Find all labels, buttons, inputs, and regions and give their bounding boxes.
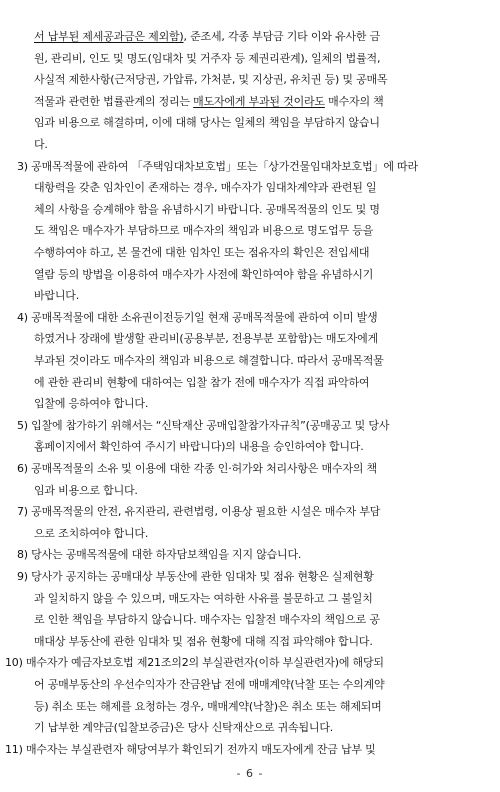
item-7-line-1: 7) 공매목적물의 안전, 유지관리, 관련법령, 이용상 필요한 시설은 매수자 부담 bbox=[17, 505, 381, 519]
item-3-line-5: 수행하여야 하고, 본 물건에 대한 임차인 또는 점유자의 확인은 전입세대 bbox=[34, 246, 370, 259]
item-3-line-3: 체의 사항을 승계해야 함을 유념하시기 바랍니다. 공매목적물의 인도 및 명 bbox=[34, 202, 380, 216]
text-line-6: 다. bbox=[34, 138, 48, 151]
item-4-line-1: 4) 공매목적물에 대한 소유권이전등기일 현재 공매목적물에 관하여 이미 발생 bbox=[17, 310, 378, 324]
item-5-line-1: 5) 입찰에 참가하기 위해서는 “신탁재산 공매입찰참가자규칙”(공매공고 및 당사 bbox=[17, 418, 390, 432]
item-9-line-2: 과 일치하지 않을 수 있으며, 매도자는 여하한 사유를 불문하고 그 불일치 bbox=[34, 591, 373, 605]
underlined-text-2: 매도자에게 부과된 것이라도 bbox=[193, 94, 325, 108]
item-8-line-1: 8) 당사는 공매목적물에 대한 하자담보책임을 지지 않습니다. bbox=[17, 548, 302, 562]
item-9-line-3: 로 인한 책임을 부담하지 않습니다. 매수자는 입찰전 매수자의 책임으로 공 bbox=[34, 613, 380, 627]
item-10-line-3: 등) 취소 또는 해제를 요청하는 경우, 매매계약(낙찰)은 취소 또는 해제되며 bbox=[34, 699, 382, 713]
item-3-line-7: 바랍니다. bbox=[34, 289, 80, 303]
item-3-line-1: 3) 공매목적물에 관하여 「주택임대차보호법」또는「상가건물임대차보호법」에 따라 bbox=[17, 159, 418, 173]
item-4-line-4: 에 관한 관리비 현황에 대하여는 입찰 참가 전에 매수자가 직접 파악하여 bbox=[34, 375, 370, 389]
item-5-line-2: 홈페이지에서 확인하여 주시기 바랍니다)의 내용을 승인하여야 합니다. bbox=[34, 440, 364, 454]
item-11-line-1: 11) 매수자는 부실관련자 해당여부가 확인되기 전까지 매도자에게 잔금 납부 및 bbox=[5, 742, 376, 756]
item-4-line-3: 부과된 것이라도 매수자의 책임과 비용으로 해결합니다. 따라서 공매목적물 bbox=[34, 354, 384, 367]
item-3-line-2: 대항력을 갖춘 임차인이 존재하는 경우, 매수자가 임대차계약과 관련된 일 bbox=[34, 181, 377, 195]
page-number: - 6 - bbox=[236, 767, 264, 780]
item-3-line-6: 열람 등의 방법을 이용하여 매수자가 사전에 확인하여야 함을 유념하시기 bbox=[34, 267, 374, 281]
item-4-line-2: 하였거나 장래에 발생할 관리비(공용부분, 전용부분 포함함)는 매도자에게 bbox=[34, 332, 379, 346]
text-line-1: 서 납부된 제세공과금은 제외함), 준조세, 각종 부담금 기타 이와 유사한 금 bbox=[34, 30, 381, 43]
item-10-line-2: 어 공매부동산의 우선수익자가 잔금완납 전에 매매계약(낙찰 또는 수의계약 bbox=[34, 678, 385, 691]
text-line-4: 적물과 관련한 법률관계의 정리는 매도자에게 부과된 것이라도 매수자의 책 bbox=[34, 94, 384, 108]
item-3-line-4: 도 책임은 매수자가 부담하므로 매수자의 책임과 비용으로 명도업무 등을 bbox=[34, 224, 374, 238]
text-line-3: 사실적 제한사항(근저당권, 가압류, 가처분, 및 지상권, 유치권 등) 및 공매목 bbox=[34, 73, 388, 87]
item-10-line-4: 기 납부한 계약금(입찰보증금)은 당사 신탁재산으로 귀속됩니다. bbox=[34, 721, 334, 735]
underlined-text-1: 서 납부된 제세공과금은 제외함) bbox=[34, 30, 184, 43]
item-6-line-1: 6) 공매목적물의 소유 및 이용에 대한 각종 인·허가와 처리사항은 매수자의 책 bbox=[17, 462, 377, 475]
item-4-line-5: 입찰에 응하여야 합니다. bbox=[34, 397, 149, 411]
item-7-line-2: 으로 조치하여야 합니다. bbox=[34, 526, 149, 540]
item-6-line-2: 임과 비용으로 합니다. bbox=[34, 483, 138, 497]
item-9-line-1: 9) 당사가 공지하는 공매대상 부동산에 관한 임대차 및 점유 현황은 실제현황 bbox=[17, 570, 374, 583]
item-9-line-4: 매대상 부동산에 관한 임대차 및 점유 현황에 대해 직접 파악해야 합니다. bbox=[34, 634, 373, 648]
text-line-2: 원, 관리비, 인도 및 명도(임대차 및 거주자 등 제권리관계), 일체의 법률적, bbox=[34, 51, 381, 65]
text-line-5: 임과 비용으로 해결하며, 이에 대해 당사는 일체의 책임을 부담하지 않습니 bbox=[34, 116, 380, 130]
item-10-line-1: 10) 매수자가 예금자보호법 제21조의2의 부실관련자(이하 부실관련자)에 해당되 bbox=[5, 656, 384, 670]
